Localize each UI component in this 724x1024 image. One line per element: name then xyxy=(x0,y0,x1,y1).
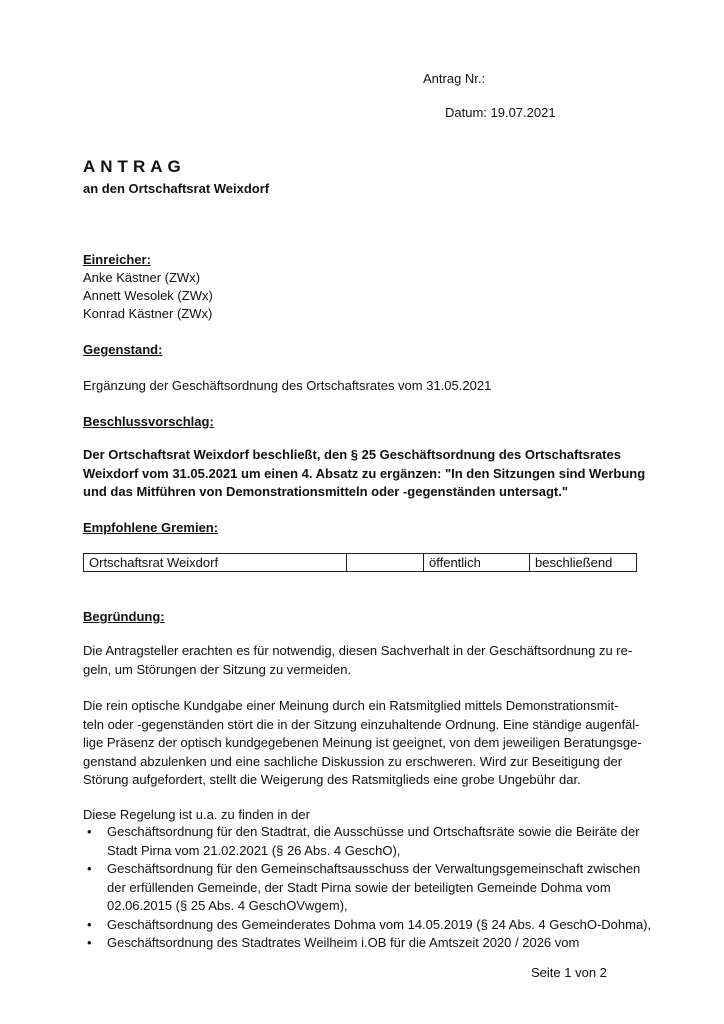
oeffentlichkeit-cell: öffentlich xyxy=(424,554,530,572)
gremium-cell: Ortschaftsrat Weixdorf xyxy=(84,554,347,572)
text-line: teln oder -gegenständen stört die in der Sitzung einzuhaltende Ordnung. Eine ständige augenfäl- xyxy=(83,716,640,732)
list-item xyxy=(83,860,663,916)
einreicher-name: Annett Wesolek (ZWx) xyxy=(83,288,213,303)
text-line: Geschäftsordnung für den Stadtrat, die Ausschüsse und Ortschaftsräte sowie die Beiräte der xyxy=(107,824,640,839)
document-subtitle: an den Ortschaftsrat Weixdorf xyxy=(83,181,270,196)
einreicher-name: Anke Kästner (ZWx) xyxy=(83,270,201,285)
text-line: Störung aufgefordert, stellt die Weigerung des Ratsmitglieds eine grobe Ungebühr dar. xyxy=(83,772,581,787)
bullet-icon: • xyxy=(87,935,92,950)
beschluss-line: und das Mitführen von Demonstrationsmitteln oder -gegenständen untersagt." xyxy=(83,484,569,499)
einreicher-heading: Einreicher: xyxy=(83,252,151,267)
bullet-icon: • xyxy=(87,916,92,932)
text-line: Die Antragsteller erachten es für notwendig, diesen Sachverhalt in der Geschäftsordnung zu re- xyxy=(83,643,633,658)
datum: Datum: 19.07.2021 xyxy=(445,105,556,120)
begruendung-paragraph-2 xyxy=(83,697,643,790)
text-line: 02.06.2015 (§ 25 Abs. 4 GeschOVwgem), xyxy=(107,898,348,913)
text-line: Geschäftsordnung des Gemeinderates Dohma vom 14.05.2019 (§ 24 Abs. 4 GeschO-Dohma), xyxy=(107,916,652,932)
beschlussart-cell: beschließend xyxy=(530,554,637,572)
text-line: Geschäftsordnung des Stadtrates Weilheim i.OB für die Amtszeit 2020 / 2026 vom xyxy=(107,935,580,950)
text-line: der erfüllenden Gemeinde, der Stadt Pirna sowie der beteiligten Gemeinde Dohma vom xyxy=(107,879,611,895)
gegenstand-heading: Gegenstand: xyxy=(83,342,163,357)
text-line: geln, um Störungen der Sitzung zu vermeiden. xyxy=(83,661,352,677)
document-title: ANTRAG xyxy=(83,157,186,176)
regelung-list xyxy=(83,823,663,953)
text-line: Geschäftsordnung für den Gemeinschaftsausschuss der Verwaltungsgemeinschaft zwischen xyxy=(107,861,641,876)
list-item xyxy=(83,823,663,860)
bullet-icon: • xyxy=(87,861,92,876)
begruendung-paragraph-1 xyxy=(83,642,643,679)
table-row xyxy=(84,554,637,572)
beschluss-line: Weixdorf vom 31.05.2021 um einen 4. Absatz zu ergänzen: "In den Sitzungen sind Werbung xyxy=(83,465,646,481)
list-item xyxy=(83,934,663,953)
einreicher-name: Konrad Kästner (ZWx) xyxy=(83,306,213,321)
beschlussvorschlag-text xyxy=(83,446,646,502)
text-line: Die rein optische Kundgabe einer Meinung durch ein Ratsmitglied mittels Demonstrationsmit- xyxy=(83,698,619,713)
list-item xyxy=(83,916,663,935)
text-line: genstand abzulenken und eine sachliche Diskussion zu erschweren. Wird zur Beseitigung der xyxy=(83,753,623,769)
antrag-nr: Antrag Nr.: xyxy=(423,71,486,86)
beschluss-line: Der Ortschaftsrat Weixdorf beschließt, den § 25 Geschäftsordnung des Ortschaftsrates xyxy=(83,447,621,462)
gremien-heading: Empfohlene Gremien: xyxy=(83,520,219,535)
begruendung-heading: Begründung: xyxy=(83,609,165,624)
regelung-intro: Diese Regelung ist u.a. zu finden in der xyxy=(83,807,310,822)
empty-cell xyxy=(347,554,424,572)
beschlussvorschlag-heading: Beschlussvorschlag: xyxy=(83,414,214,429)
page-number: Seite 1 von 2 xyxy=(531,965,607,980)
bullet-icon: • xyxy=(87,824,92,839)
gremien-table xyxy=(83,553,637,572)
gegenstand-text: Ergänzung der Geschäftsordnung des Ortschaftsrates vom 31.05.2021 xyxy=(83,378,492,393)
text-line: Stadt Pirna vom 21.02.2021 (§ 26 Abs. 4 GeschO), xyxy=(107,842,401,858)
text-line: lige Präsenz der optisch kundgegebenen Meinung ist geeignet, von dem jeweiligen Beratungsge- xyxy=(83,735,642,750)
